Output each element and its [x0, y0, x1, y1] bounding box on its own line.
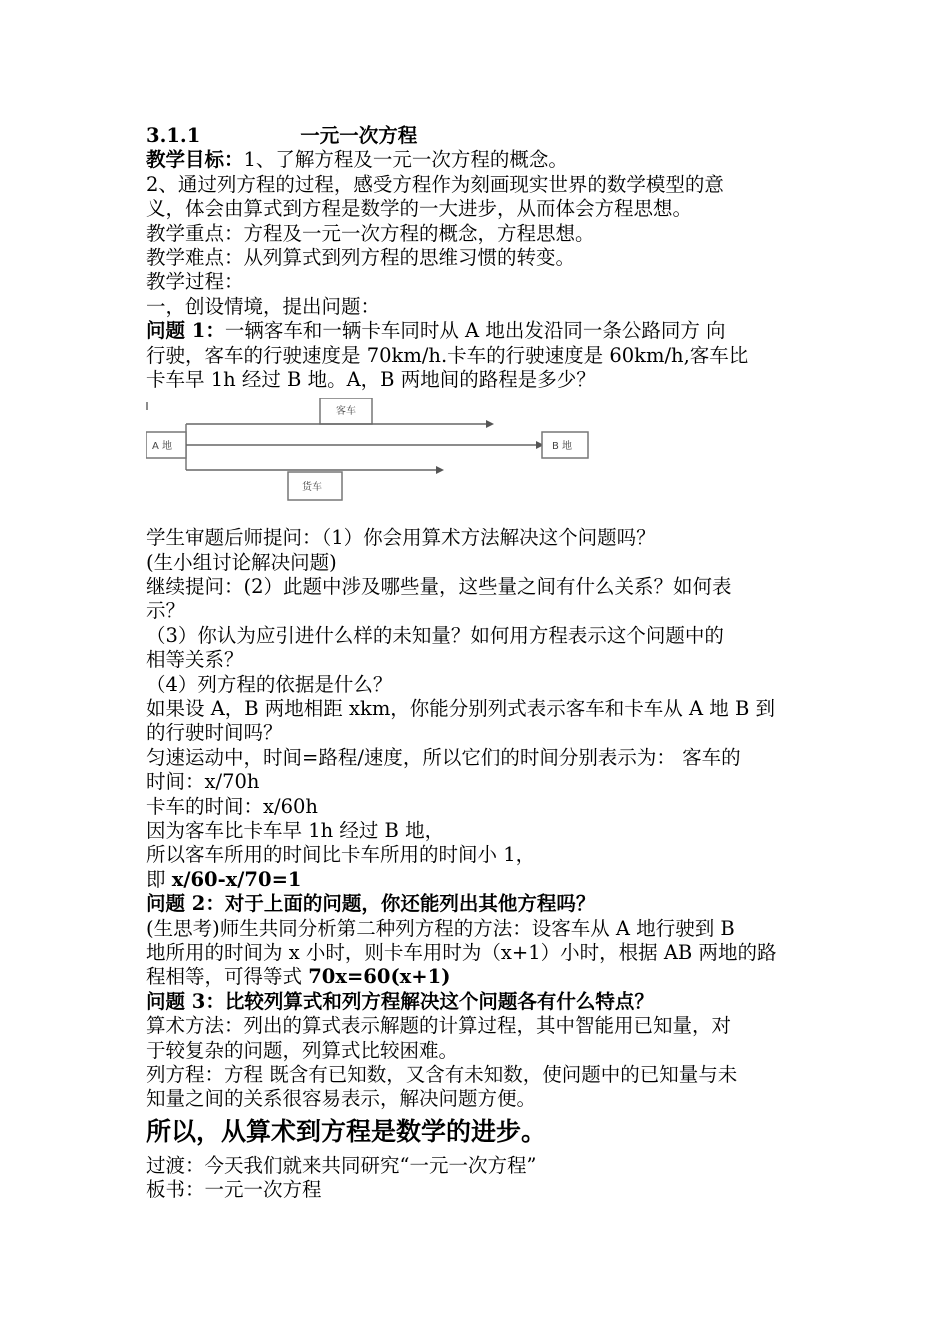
lesson-heading	[146, 124, 814, 148]
document-body	[146, 124, 814, 1202]
problem3-question: 问题 3：比较列算式和列方程解决这个问题各有什么特点？	[146, 989, 654, 1013]
discussion-line-9: 的行驶时间吗？	[146, 721, 283, 745]
discussion-line-2: (生小组讨论解决问题)	[146, 550, 337, 574]
discussion-line-3: 继续提问：(2）此题中涉及哪些量，这些量之间有什么关系？如何表	[146, 575, 732, 599]
problem3-line-3: 列方程：方程 既含有已知数，又含有未知数，使问题中的已知量与未	[146, 1062, 738, 1086]
problem3-line-4: 知量之间的关系很容易表示，解决问题方便。	[146, 1087, 537, 1111]
discussion-line-1: 学生审题后师提问：（1）你会用算术方法解决这个问题吗？	[146, 526, 656, 550]
goals-line-3: 义，体会由算式到方程是数学的一大进步，从而体会方程思想。	[146, 197, 693, 221]
section-number: 3.1.1	[146, 124, 201, 147]
discussion-line-6: 相等关系？	[146, 648, 244, 672]
problem1-line-1: 问题 1：一辆客车和一辆卡车同时从 A 地出发沿同一条公路同方 向	[146, 319, 726, 343]
discussion-line-12: 卡车的时间：x/60h	[146, 794, 318, 818]
discussion-line-13: 因为客车比卡车早 1h 经过 B 地，	[146, 818, 445, 842]
problem2-line-2: 地所用的时间为 x 小时，则卡车用时为（x+1）小时，根据 AB 两地的路	[146, 940, 777, 964]
b-label: B 地	[552, 441, 573, 453]
goals-label: 教学目标：	[146, 148, 244, 172]
bus-label: 客车	[336, 406, 356, 418]
problem1-line-2: 行驶，客车的行驶速度是 70km/h.卡车的行驶速度是 60km/h,客车比	[146, 343, 749, 367]
discussion-line-10: 匀速运动中，时间=路程/速度，所以它们的时间分别表示为： 客车的	[146, 745, 741, 769]
board-writing: 板书：一元一次方程	[146, 1178, 322, 1202]
problem3-line-2: 于较复杂的问题，列算式比较困难。	[146, 1038, 459, 1062]
truck-arrowhead	[436, 466, 444, 474]
discussion-line-8: 如果设 A，B 两地相距 xkm，你能分别列式表示客车和卡车从 A 地 B 到	[146, 697, 776, 721]
goals-line-1: 教学目标：1、了解方程及一元一次方程的概念。	[146, 148, 568, 172]
discussion-line-4: 示？	[146, 599, 186, 623]
route-diagram	[146, 398, 814, 516]
problem2-line-1: (生思考)师生共同分析第二种列方程的方法：设客车从 A 地行驶到 B	[146, 916, 735, 940]
discussion-line-5: （3）你认为应引进什么样的未知量？如何用方程表示这个问题中的	[146, 623, 724, 647]
equation-2: 70x=60(x+1)	[308, 965, 451, 989]
lesson-title: 一元一次方程	[300, 124, 418, 147]
transition: 过渡：今天我们就来共同研究“一元一次方程”	[146, 1153, 537, 1177]
conclusion: 所以，从算术到方程是数学的进步。	[146, 1116, 547, 1146]
discussion-line-11: 时间：x/70h	[146, 770, 260, 794]
truck-label: 货车	[302, 482, 322, 494]
problem3-line-1: 算术方法：列出的算式表示解题的计算过程，其中智能用已知量，对	[146, 1014, 732, 1038]
problem1-line-3: 卡车早 1h 经过 B 地。A，B 两地间的路程是多少？	[146, 367, 596, 391]
problem2-line-3: 程相等，可得等式 70x=60(x+1)	[146, 965, 451, 989]
a-label: A 地	[152, 441, 173, 453]
discussion-line-14: 所以客车所用的时间比卡车所用的时间小 1，	[146, 843, 536, 867]
route-diagram-svg	[146, 398, 814, 516]
discussion-line-7: （4）列方程的依据是什么？	[146, 672, 393, 696]
problem1-label: 问题 1：	[146, 319, 225, 343]
bus-arrowhead	[486, 420, 494, 428]
difficulty: 教学难点：从列算式到列方程的思维习惯的转变。	[146, 245, 576, 269]
part1-heading: 一，创设情境，提出问题：	[146, 294, 381, 318]
equation-1: x/60-x/70=1	[171, 867, 302, 891]
process-label: 教学过程：	[146, 270, 244, 294]
key-point: 教学重点：方程及一元一次方程的概念，方程思想。	[146, 221, 595, 245]
equation-line-1: 即 x/60-x/70=1	[146, 867, 302, 891]
problem2-question: 问题 2：对于上面的问题，你还能列出其他方程吗？	[146, 892, 596, 916]
goals-line-2: 2、通过列方程的过程，感受方程作为刻画现实世界的数学模型的意	[146, 172, 724, 196]
